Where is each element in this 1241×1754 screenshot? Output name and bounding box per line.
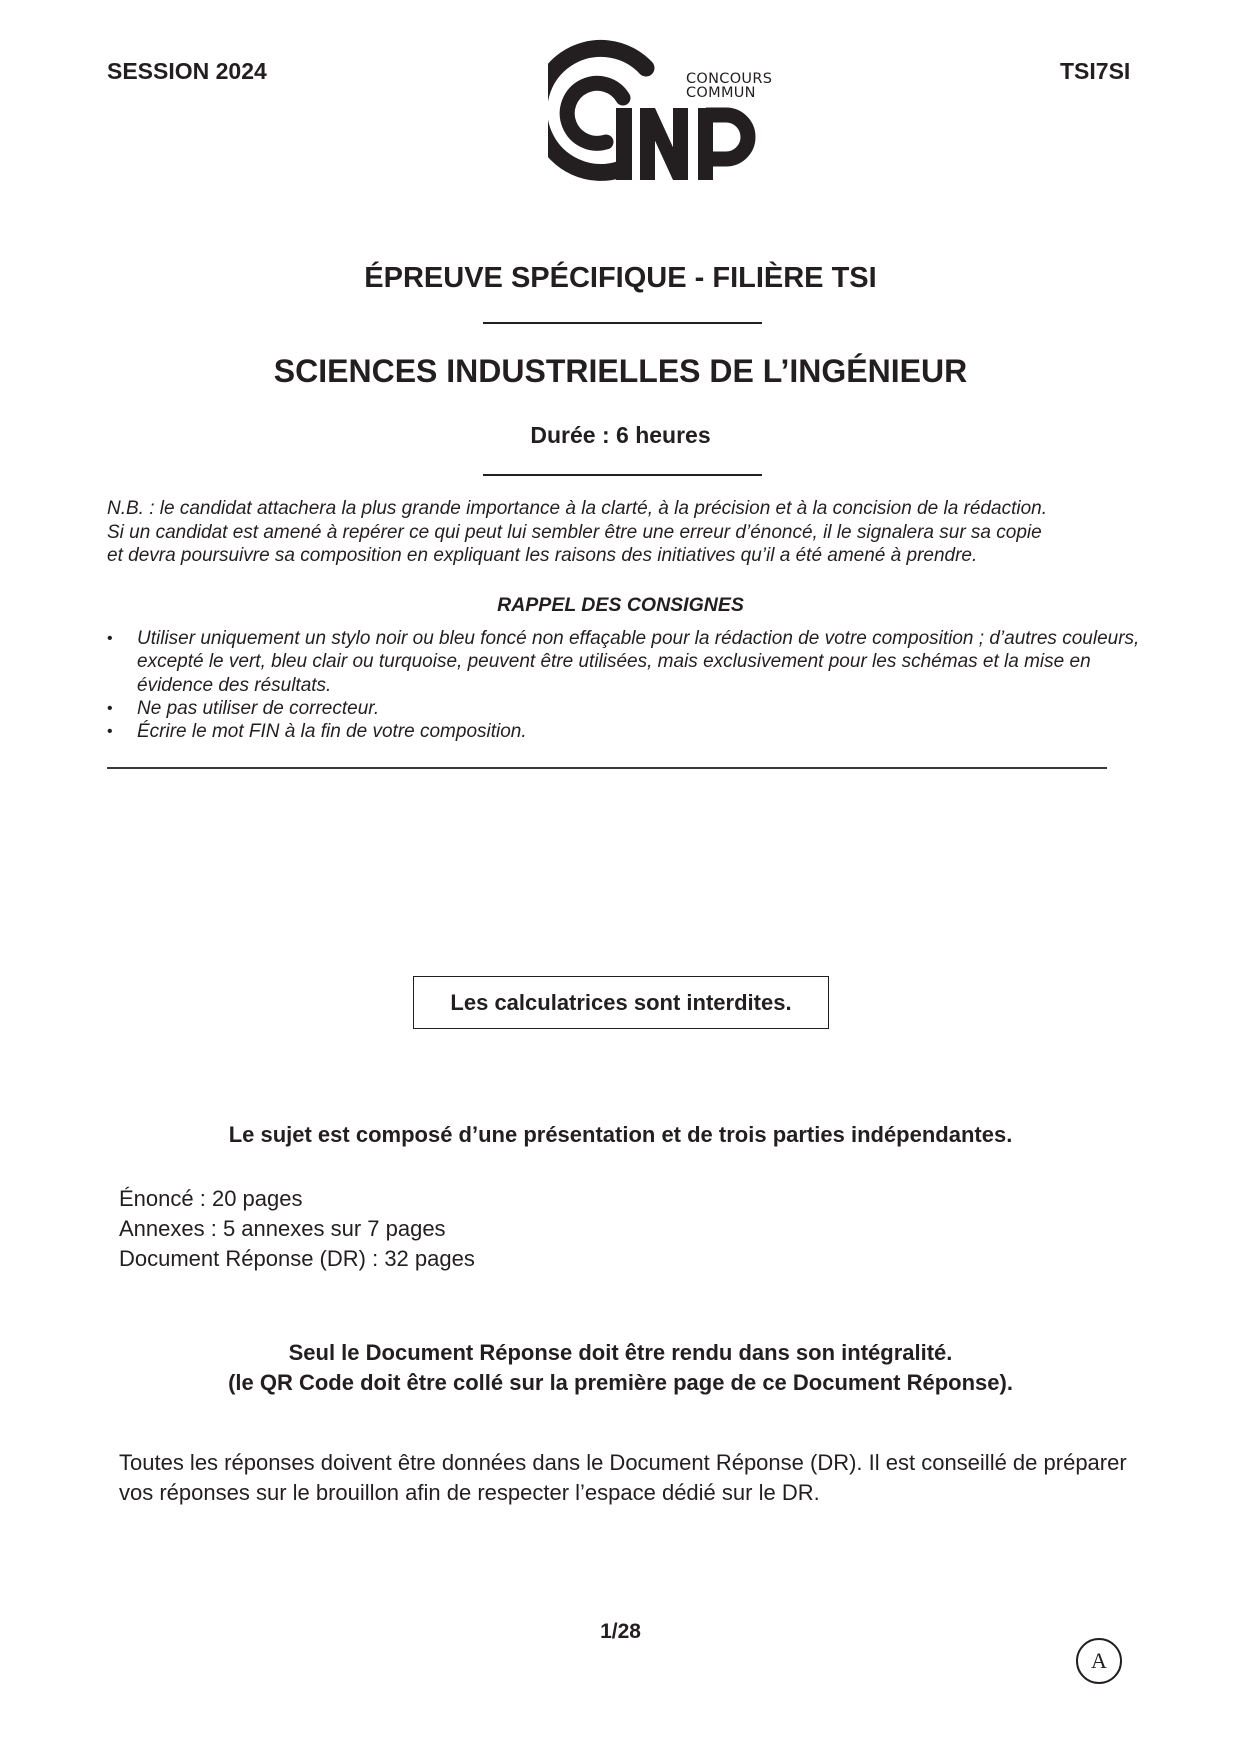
bullet-icon: •: [107, 630, 113, 647]
logo-text: [686, 72, 772, 100]
page-count-annexes: Annexes : 5 annexes sur 7 pages: [119, 1216, 446, 1241]
bullet-icon: •: [107, 723, 113, 741]
version-letter: A: [1091, 1648, 1107, 1673]
return-notice-line2: (le QR Code doit être collé sur la première page de ce Document Réponse).: [228, 1370, 1013, 1395]
section-divider: [107, 767, 1107, 769]
page-counts: [119, 1184, 475, 1274]
title-divider: [483, 322, 762, 324]
session-label: SESSION 2024: [107, 58, 267, 84]
composition-summary: Le sujet est composé d’une présentation et de trois parties indépendantes.: [228, 1122, 1013, 1147]
version-circle-icon: [1076, 1638, 1122, 1684]
inp-logo-icon: [548, 38, 788, 188]
subject-title: SCIENCES INDUSTRIELLES DE L’INGÉNIEUR: [273, 353, 968, 389]
nb-line: et devra poursuivre sa composition en expliquant les raisons des initiatives qu’il a été amené à prendre.: [107, 545, 978, 566]
exam-code: TSI7SI: [1060, 58, 1131, 84]
nb-line: N.B. : le candidat attachera la plus grande importance à la clarté, à la précision et à la concision de la rédaction.: [107, 498, 1047, 519]
page-number: 1/28: [600, 1620, 641, 1643]
nb-paragraph: [107, 497, 1147, 568]
consigne-text: Ne pas utiliser de correcteur.: [137, 697, 380, 719]
consigne-item: [107, 627, 1147, 697]
consignes-list: [107, 627, 1147, 743]
return-notice-line1: Seul le Document Réponse doit être rendu dans son intégralité.: [288, 1340, 953, 1365]
duration-divider: [483, 474, 762, 476]
consigne-text: Utiliser uniquement un stylo noir ou bleu foncé non effaçable pour la rédaction de votre composition ; d’autres couleurs, excepté le vert, bleu clair ou turquoise, peuvent être utilisées, mais exclusivement pour les schémas et la mise en évidence des résultats.: [137, 628, 1140, 696]
calculators-notice: Les calculatrices sont interdites.: [450, 989, 792, 1015]
page-count-enonce: Énoncé : 20 pages: [119, 1186, 303, 1211]
logo-text-concours: CONCOURS: [686, 71, 773, 87]
consigne-text: Écrire le mot FIN à la fin de votre composition.: [137, 721, 527, 743]
return-notice: [0, 1338, 1241, 1398]
calculators-notice-box: [413, 976, 829, 1029]
consigne-item: [107, 720, 1147, 743]
consignes-heading: RAPPEL DES CONSIGNES: [497, 594, 744, 616]
consigne-item: [107, 697, 1147, 720]
concours-commun-inp-logo: [548, 38, 788, 188]
answers-notice: Toutes les réponses doivent être données dans le Document Réponse (DR). Il est conseillé de préparer vos réponses sur le brouillon afin de respecter l’espace dédié sur le DR.: [119, 1450, 1127, 1505]
logo-text-commun: COMMUN: [686, 85, 756, 101]
bullet-icon: •: [107, 699, 113, 717]
epreuve-title: ÉPREUVE SPÉCIFIQUE - FILIÈRE TSI: [364, 262, 877, 294]
nb-line: Si un candidat est amené à repérer ce qui peut lui sembler être une erreur d’énoncé, il le signalera sur sa copie: [107, 521, 1042, 543]
page-count-dr: Document Réponse (DR) : 32 pages: [119, 1246, 475, 1271]
duration: Durée : 6 heures: [530, 422, 711, 448]
